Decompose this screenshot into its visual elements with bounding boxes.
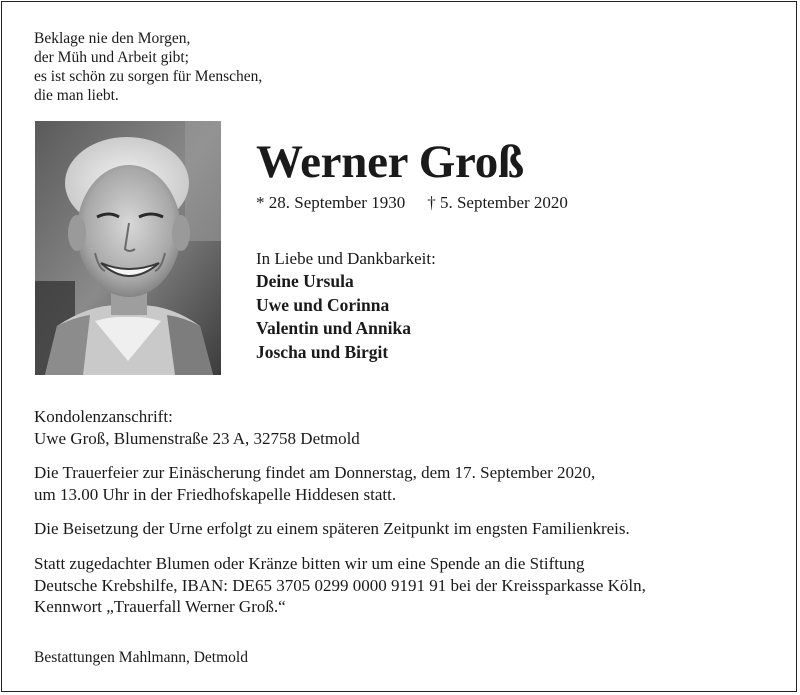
- life-dates: [256, 192, 568, 214]
- poem-line: es ist schön zu sorgen für Menschen,: [34, 68, 263, 85]
- donation-line: Statt zugedachter Blumen oder Kränze bitten wir um eine Spende an die Stiftung: [34, 554, 585, 573]
- family-intro: In Liebe und Dankbarkeit:: [256, 249, 436, 268]
- condolence-address: [34, 406, 360, 449]
- family-member: Deine Ursula: [256, 271, 354, 291]
- funeral-line: Die Trauerfeier zur Einäscherung findet am Donnerstag, dem 17. September 2020,: [34, 463, 596, 482]
- portrait-photo: [35, 121, 221, 375]
- donation-line: Kennwort „Trauerfall Werner Groß.“: [34, 597, 286, 616]
- funeral-info: [34, 462, 595, 505]
- funeral-line: um 13.00 Uhr in der Friedhofskapelle Hiddesen statt.: [34, 484, 397, 504]
- family-members: [256, 270, 411, 364]
- family-member: Joscha und Birgit: [256, 341, 389, 362]
- undertaker: Bestattungen Mahlmann, Detmold: [34, 649, 248, 666]
- condolence-text: Uwe Groß, Blumenstraße 23 A, 32758 Detmold: [34, 428, 360, 448]
- urn-text: Die Beisetzung der Urne erfolgt zu einem späteren Zeitpunkt im engsten Familienkreis.: [34, 519, 630, 538]
- family-member: Valentin und Annika: [256, 318, 411, 338]
- poem-line: die man liebt.: [34, 87, 119, 104]
- urn-info: [34, 518, 630, 540]
- poem: [34, 29, 262, 105]
- deceased-name: Werner Groß: [256, 136, 524, 188]
- donation-line: Deutsche Krebshilfe, IBAN: DE65 3705 0299 0000 9191 91 bei der Kreissparkasse Köln,: [34, 575, 646, 595]
- poem-line: Beklage nie den Morgen,: [34, 30, 191, 47]
- condolence-label: Kondolenzanschrift:: [34, 407, 173, 426]
- death-date: † 5. September 2020: [427, 193, 568, 212]
- donation-info: [34, 553, 646, 618]
- birth-date: * 28. September 1930: [256, 193, 406, 212]
- family-member: Uwe und Corinna: [256, 294, 390, 315]
- poem-line: der Müh und Arbeit gibt;: [34, 49, 189, 66]
